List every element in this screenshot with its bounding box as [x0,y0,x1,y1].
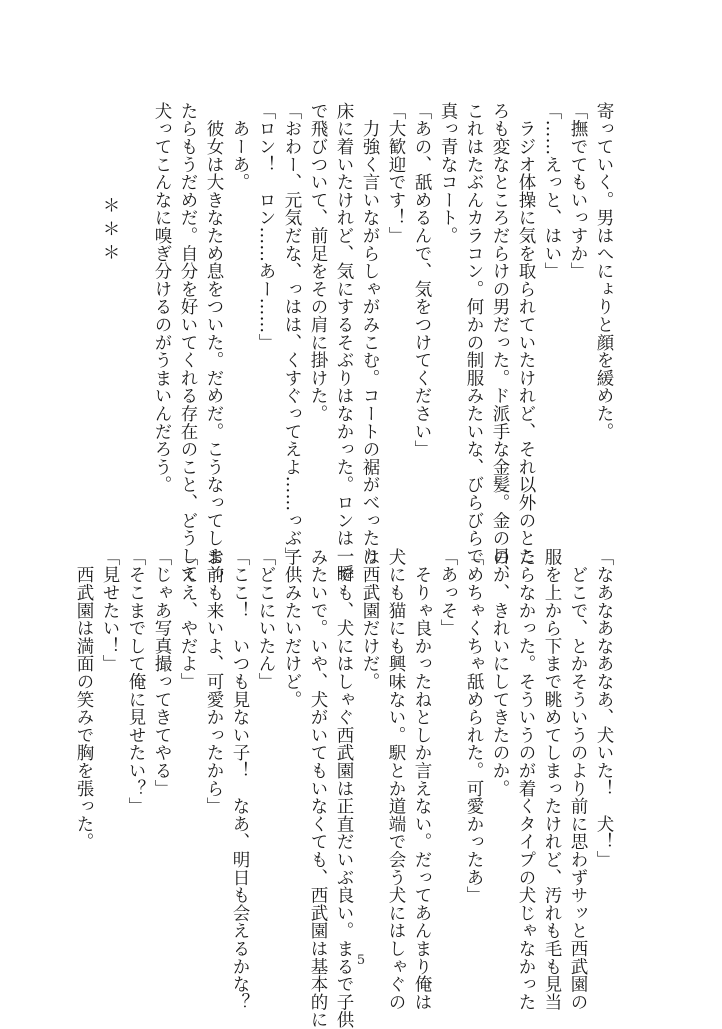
text-column: 犬ってこんなに嗅ぎ分けるのがうまいんだろう。 [152,102,172,494]
text-column: たらなかった。そういうのが着くタイプの犬じゃなかった [516,548,536,1011]
text-column: 「ここ！ いつも見ない子！ なあ、明日も会えるかな？ [230,548,250,1011]
text-column: 「撫でてもいっすか」 [568,102,588,280]
text-column: ろも変なところだらけの男だった。ド派手な金髪。金の目、 [490,102,510,583]
page-number: 5 [356,953,366,968]
text-column: お前も来いよ、可愛かったから」 [204,548,224,815]
blank-column [123,102,149,502]
text-block-top [97,102,617,583]
text-column: どこで、とかそういうのより前に思わずサッと西武園の [568,548,588,1011]
text-column: 「……えっと、はい」 [542,102,562,280]
text-column: 力強く言いながらしゃがみこむ。コートの裾がべったり [360,102,380,565]
text-column: 「ええ、やだよ」 [178,548,198,691]
text-column: 「おわー、元気だな、っはは、くすぐってえよ……っぶ」 [282,102,302,565]
text-column: みたいで。いや、犬がいてもいなくても、西武園は基本的に [308,548,328,1029]
scene-break: ＊＊＊ [100,102,120,267]
text-block-bottom [71,548,617,1029]
text-column: 「めちゃくちゃ舐められた。可愛かったあ」 [464,548,484,904]
text-column: 子供みたいだけど。 [282,548,302,709]
text-column: そりゃ良かったねとしか言えない。だってあんまり俺は [412,548,432,1011]
text-column: 真っ青なコート。 [438,102,458,245]
text-column: 寄っていく。男はへにょりと顔を緩めた。 [594,102,614,441]
text-column: 服を上から下まで眺めてしまったけれど、汚れも毛も見当 [542,548,562,1011]
text-column: 犬にも猫にも興味ない。駅とか道端で会う犬にはしゃぐの [386,548,406,1011]
text-column: 床に着いたけれど、気にするそぶりはなかった。ロンは一瞬 [334,102,354,583]
text-column: のか、きれいにしてきたのか。 [490,548,510,798]
text-column: 「あの、舐めるんで、気をつけてください」 [412,102,432,458]
text-column: 彼女は大きなため息をついた。だめだ。こうなってしまっ [204,102,224,583]
text-column: 「じゃあ写真撮ってきてやる」 [152,548,172,798]
text-column: 「そこまでして俺に見せたい？」 [126,548,146,815]
text-column: 「どこにいたん」 [256,548,276,691]
text-column: たらもうだめだ。自分を好いてくれる存在のこと、どうして [178,102,198,583]
text-column: で飛びついて、前足をその肩に掛けた。 [308,102,328,423]
text-column: は西武園だけだ。 [360,548,380,691]
text-column: あーあ。 [230,102,250,191]
text-column: これはたぶんカラコン。何かの制服みたいな、びらびらで [464,102,484,565]
text-column: 「大歓迎です！」 [386,102,406,245]
text-column: 「ロン！ ロン……あー……」 [256,102,276,352]
text-column: でも、犬にはしゃぐ西武園は正直だいぶ良い。まるで子供 [334,548,354,1029]
text-column: ラジオ体操に気を取られていたけれど、それ以外のとこ [516,102,536,565]
text-column: 「見せたい！」 [100,548,120,673]
text-column: 「なあなあなあなあ、犬いた！ 犬！」 [594,548,614,869]
text-column: 「あっそ」 [438,548,458,637]
text-column: 西武園は満面の笑みで胸を張った。 [74,548,94,851]
